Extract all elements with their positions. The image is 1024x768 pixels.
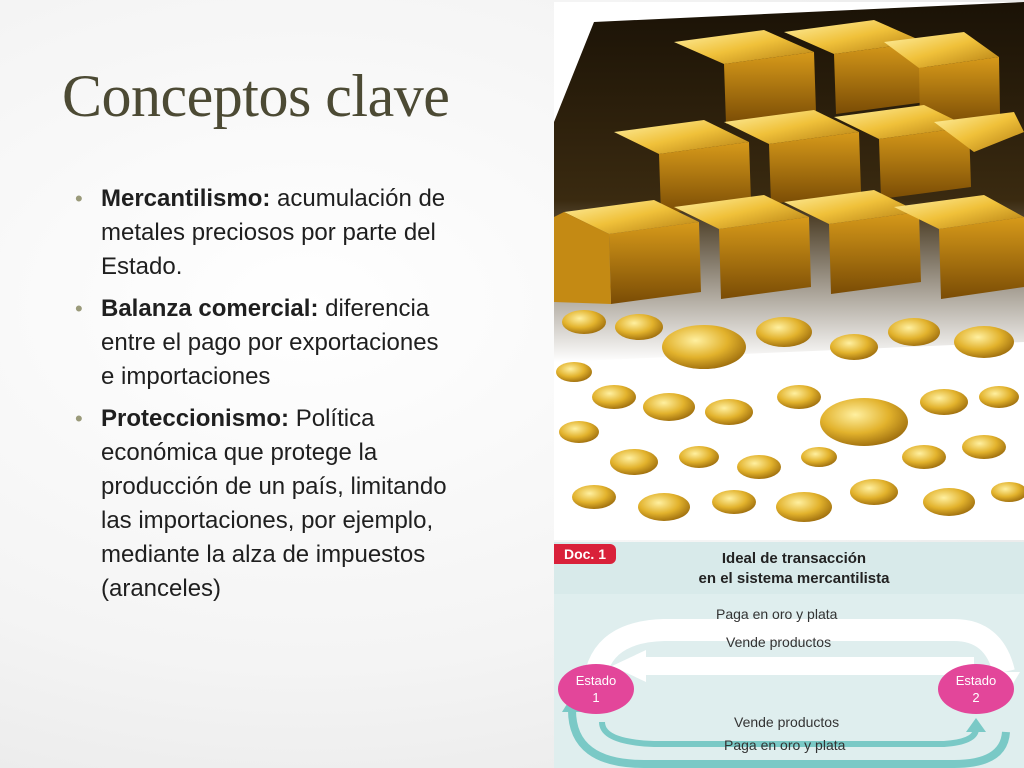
bullet-text: acumulación de metales preciosos por parte del Estado. (101, 185, 446, 280)
diagram-title-line-1: Ideal de transacción (721, 550, 867, 567)
gold-bars-photo (554, 2, 1024, 540)
label-sells-products-top: Vende productos (726, 634, 832, 650)
state-2-name: Estado (955, 673, 997, 688)
bullet-text: diferencia entre el pago por exportaciones e importaciones (101, 295, 439, 390)
bullet-item (72, 402, 452, 606)
state-2-bubble (938, 664, 1014, 714)
gold-bars-illustration (554, 2, 1024, 540)
bullet-icon: • (75, 296, 83, 321)
state-1-bubble (558, 664, 634, 714)
label-sells-products-bottom: Vende productos (734, 714, 840, 730)
label-pays-gold-bottom: Paga en oro y plata (724, 737, 846, 753)
diagram-title (674, 549, 914, 589)
bullet-term: Proteccionismo: (101, 405, 290, 432)
bullet-term: Mercantilismo: (101, 185, 271, 212)
state-1-number: 1 (592, 690, 600, 705)
bottom-arrow-head-right (966, 718, 986, 732)
bullet-icon: • (75, 406, 83, 431)
bullet-list (72, 182, 452, 614)
bullet-item (72, 182, 452, 284)
state-2-number: 2 (972, 690, 980, 705)
bullet-text: Política económica que protege la producción de un país, limitando las importaciones, por ejemplo, mediante la alza de impuestos (aranceles) (101, 405, 447, 602)
label-pays-gold-top: Paga en oro y plata (716, 606, 838, 622)
slide-title: Conceptos clave (62, 63, 450, 129)
doc-tag: Doc. 1 (554, 544, 616, 564)
bullet-icon: • (75, 186, 83, 211)
state-1-name: Estado (575, 673, 617, 688)
bullet-term: Balanza comercial: (101, 295, 319, 322)
bullet-item (72, 292, 452, 394)
transaction-diagram (554, 542, 1024, 768)
diagram-title-line-2: en el sistema mercantilista (698, 570, 890, 587)
